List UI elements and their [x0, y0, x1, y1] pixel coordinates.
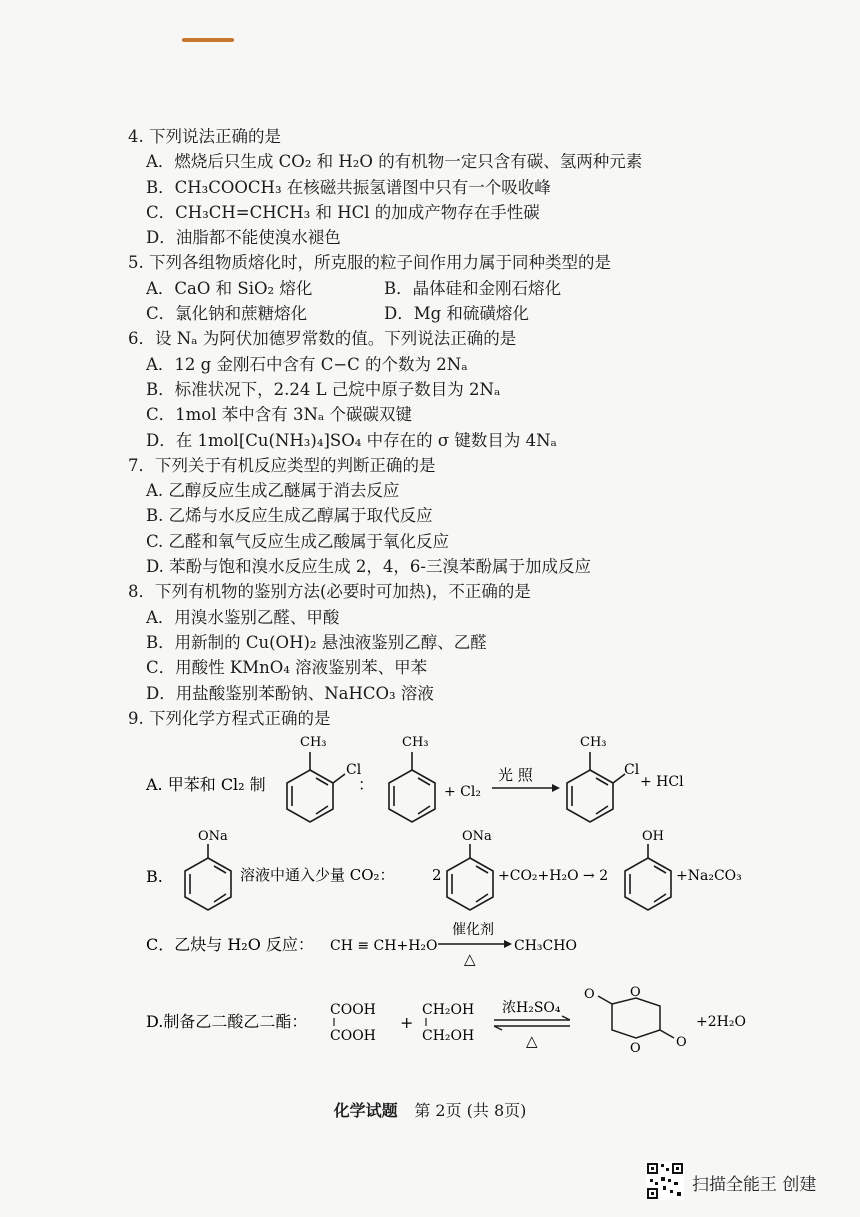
eq-b-end: +Na₂CO₃: [676, 868, 742, 884]
eq-a-condition: 光 照: [498, 766, 533, 784]
equation-b: [146, 829, 742, 910]
benzene-ring-icon: [447, 844, 493, 910]
question-4-stem: 4. 下列说法正确的是: [128, 127, 281, 146]
question-5-option-c: C．氯化钠和蔗糖熔化: [146, 304, 308, 324]
eq-c-lhs: CH ≡ CH+H₂O: [330, 938, 438, 954]
eq-d-o-4: O: [676, 1035, 687, 1050]
eq-c-cond-top: 催化剂: [452, 922, 494, 938]
questions: [128, 124, 768, 731]
benzene-ring-icon: [389, 752, 435, 822]
eq-d-label: D.制备乙二酸乙二酯：: [146, 1012, 308, 1031]
eq-b-oh: OH: [642, 829, 664, 844]
question-6-option-d: D．在 1mol[Cu(NH₃)₄]SO₄ 中存在的 σ 键数目为 4Nₐ: [146, 430, 557, 450]
question-9-equations: [0, 730, 860, 1060]
eq-d-o-3: O: [630, 1041, 641, 1056]
equilibrium-arrow-icon: [494, 1016, 570, 1030]
eq-a-label: A. 甲苯和 Cl₂ 制: [146, 775, 266, 794]
footer-subject: 化学试题: [333, 1101, 398, 1120]
question-7-option-b: B. 乙烯与水反应生成乙醇属于取代反应: [146, 506, 433, 526]
eq-b-ona-1: ONa: [198, 829, 228, 844]
question-4-option-a: A．燃烧后只生成 CO₂ 和 H₂O 的有机物一定只含有碳、氢两种元素: [146, 152, 643, 172]
eq-d-cond-bot: △: [526, 1032, 538, 1050]
benzene-ring-icon: [567, 752, 625, 822]
eq-c-label: C．乙炔与 H₂O 反应：: [146, 935, 314, 954]
dioxane-dione-ring-icon: [598, 996, 674, 1038]
question-7-option-a: A. 乙醇反应生成乙醚属于消去反应: [146, 481, 400, 501]
reaction-arrow-icon: [438, 940, 512, 948]
question-4-option-c: C．CH₃CH=CHCH₃ 和 HCl 的加成产物存在手性碳: [146, 202, 540, 222]
eq-c-cond-bot: △: [464, 950, 476, 968]
question-6-option-a: A．12 g 金刚石中含有 C−C 的个数为 2Nₐ: [146, 354, 468, 374]
page-footer: [0, 1098, 860, 1121]
question-7-option-d: D. 苯酚与饱和溴水反应生成 2，4，6-三溴苯酚属于加成反应: [146, 557, 591, 577]
question-8-option-d: D．用盐酸鉴别苯酚钠、NaHCO₃ 溶液: [146, 683, 434, 703]
eq-d-cond-top: 浓H₂SO₄: [502, 1000, 561, 1016]
qr-code-icon: [646, 1162, 684, 1200]
question-5-stem: 5. 下列各组物质熔化时，所克服的粒子间作用力属于同种类型的是: [128, 253, 611, 273]
eq-d-cooh-2: COOH: [330, 1028, 376, 1044]
eq-b-label: B.: [146, 867, 163, 886]
eq-d-cooh-1: COOH: [330, 1002, 376, 1018]
question-5-row-1: [128, 276, 768, 301]
question-6-option-c: C．1mol 苯中含有 3Nₐ 个碳碳双键: [146, 405, 413, 425]
eq-a-colon: ：: [358, 775, 375, 794]
eq-a-hcl: + HCl: [640, 774, 684, 790]
eq-d-ch2oh-2: CH₂OH: [422, 1028, 475, 1044]
eq-a-ch3-1: CH₃: [300, 735, 327, 750]
reaction-arrow-icon: [492, 784, 560, 792]
question-7-stem: 7．下列关于有机反应类型的判断正确的是: [128, 455, 436, 475]
question-4-option-d: D．油脂都不能使溴水褪色: [146, 228, 341, 248]
equation-d: [146, 985, 746, 1056]
question-7-option-c: C. 乙醛和氧气反应生成乙酸属于氧化反应: [146, 531, 450, 551]
eq-a-ch3-2: CH₃: [402, 735, 429, 750]
question-8-option-b: B．用新制的 Cu(OH)₂ 悬浊液鉴别乙醇、乙醛: [146, 632, 487, 652]
question-6-stem: 6．设 Nₐ 为阿伏加德罗常数的值。下列说法正确的是: [128, 329, 517, 349]
question-8-option-c: C．用酸性 KMnO₄ 溶液鉴别苯、甲苯: [146, 658, 428, 678]
eq-a-cl-2: Cl: [624, 762, 640, 778]
eq-b-coef: 2: [432, 866, 442, 884]
footer-page: 第 2页 (共 8页): [414, 1101, 527, 1120]
equation-c: [146, 921, 577, 968]
eq-a-cl-1: Cl: [346, 762, 362, 778]
benzene-ring-icon: [185, 844, 231, 910]
benzene-ring-icon: [625, 844, 671, 910]
scanner-watermark: 扫描全能王 创建: [692, 1175, 817, 1195]
orange-mark: [182, 38, 234, 42]
eq-a-plus-cl2: + Cl₂: [444, 784, 481, 800]
question-5-option-d: D．Mg 和硫磺熔化: [384, 304, 529, 324]
eq-b-text: 溶液中通入少量 CO₂：: [240, 866, 395, 884]
eq-c-rhs: CH₃CHO: [514, 938, 577, 954]
question-9-stem: 9. 下列化学方程式正确的是: [128, 708, 331, 728]
question-8-option-a: A．用溴水鉴别乙醛、甲酸: [146, 607, 340, 627]
question-5-row-2: [128, 301, 768, 326]
eq-d-plus: +: [400, 1013, 414, 1032]
eq-d-end: +2H₂O: [696, 1014, 746, 1030]
eq-d-o-2: O: [630, 985, 641, 1000]
question-5-option-a: A．CaO 和 SiO₂ 熔化: [146, 278, 313, 298]
eq-b-ona-2: ONa: [462, 829, 492, 844]
eq-d-o-1: O: [584, 987, 595, 1002]
eq-a-ch3-3: CH₃: [580, 735, 607, 750]
question-6-option-b: B．标准状况下，2.24 L 己烷中原子数目为 2Nₐ: [146, 379, 501, 399]
question-8-stem: 8．下列有机物的鉴别方法(必要时可加热)，不正确的是: [128, 582, 531, 602]
equation-a: [145, 735, 684, 822]
eq-d-ch2oh-1: CH₂OH: [422, 1002, 475, 1018]
question-4-option-b: B．CH₃COOCH₃ 在核磁共振氢谱图中只有一个吸收峰: [146, 177, 551, 197]
eq-b-mid: +CO₂+H₂O → 2: [498, 868, 609, 884]
question-5-option-b: B．晶体硅和金刚石熔化: [384, 278, 562, 298]
benzene-ring-icon: [287, 752, 345, 822]
